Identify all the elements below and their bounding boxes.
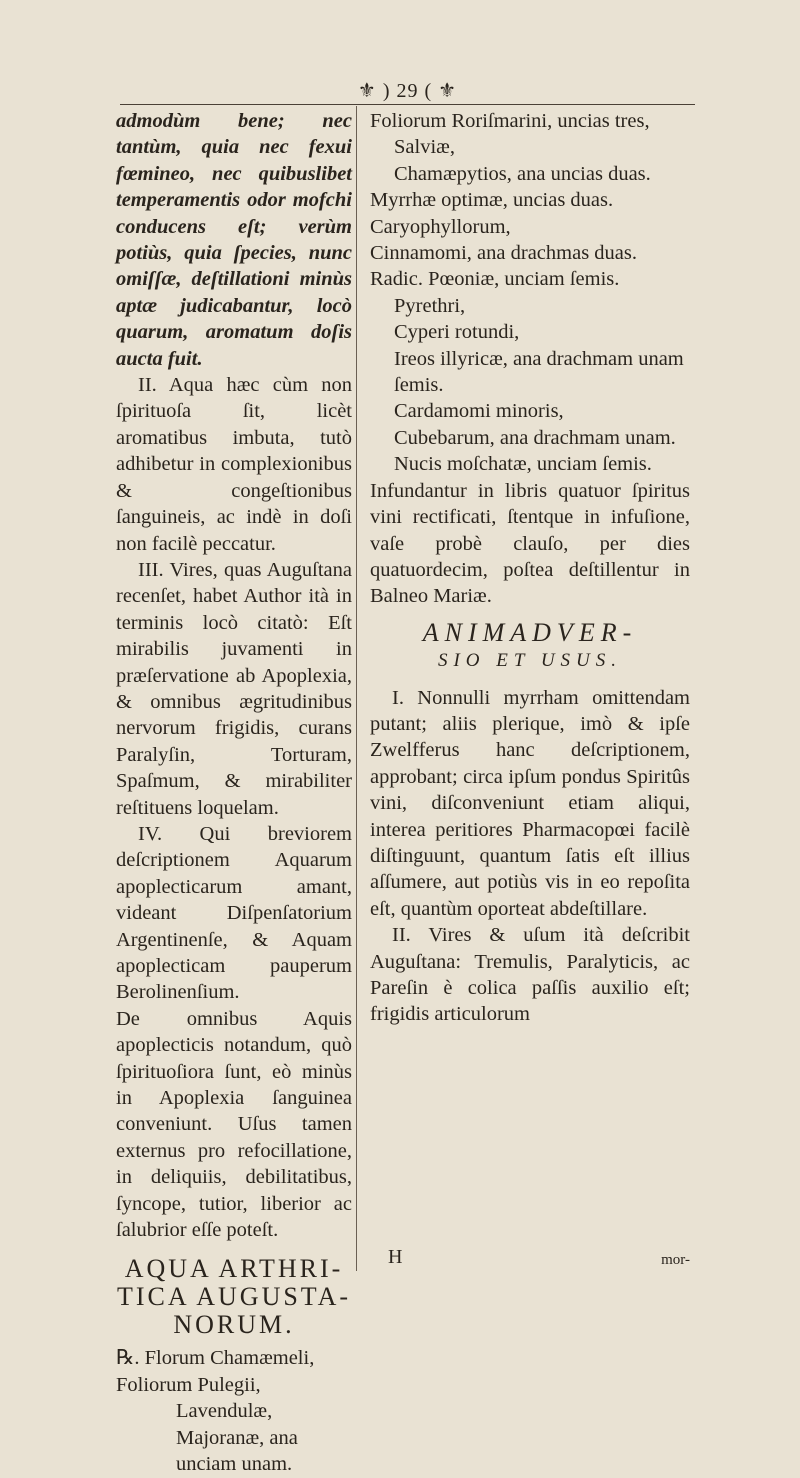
heading-line-1: AQUA ARTHRI- xyxy=(124,1254,344,1284)
recipe-item: Myrrhæ optimæ, uncias duas. xyxy=(370,189,614,212)
paragraph-ii: II. Aqua hæc cùm non ſpirituoſa ſit, licèt aromatibus imbuta, tutò adhibetur in complexionibus & congeſtionibus ſanguineis, ac indè in doſi non facilè peccatur. xyxy=(116,374,352,555)
recipe-item: Ireos illyricæ, ana drachmam unam ſemis. xyxy=(394,347,684,397)
recipe-item: Foliorum Roriſmarini, uncias tres, xyxy=(370,110,650,132)
running-header: ⚜ ) 29 ( ⚜ xyxy=(120,78,695,105)
paragraph-intro: admodùm bene; nec tantùm, quia nec fexui fœmineo, nec quibuslibet temperamentis odor mofchi conducens eſt; verùm potiùs, quia ſpecies, nunc omiſſæ, deſtillationi minùs aptæ judicabantur, locò quarum, aromatum doſis aucta fuit. xyxy=(116,110,352,370)
recipe-item: Majoranæ, ana unciam unam. xyxy=(176,1426,298,1476)
recipe-item: Foliorum Pulegii, xyxy=(116,1373,261,1396)
recipe-item: Chamæpytios, ana uncias duas. xyxy=(394,162,651,185)
recipe-item: Radic. Pœoniæ, unciam ſemis. xyxy=(370,268,620,291)
recipe-item: Salviæ, xyxy=(394,136,455,159)
paragraph-notandum: De omnibus Aquis apoplecticis notandum, quò ſpirituoſiora ſunt, eò minùs in Apoplexia ſanguinea conveniunt. Uſus tamen externus pro refocillatione, in deliquiis, debilitatibus, ſyncope, tutior, liberior ac ſalubrior eſſe poteſt. xyxy=(116,1007,352,1242)
paragraph-iv: IV. Qui breviorem deſcriptionem Aquarum apoplecticarum amant, videant Diſpenſatorium Argentinenſe, & Aquam apoplecticam pauperum Berolinenſium. xyxy=(116,822,352,1004)
section-heading-aqua-arthritica xyxy=(116,1255,352,1339)
recipe-item: Caryophyllorum, xyxy=(370,215,511,238)
left-column xyxy=(116,108,352,1478)
recipe-item: Cinnamomi, ana drachmas duas. xyxy=(370,242,638,265)
paragraph-animadversio-ii: II. Vires & uſum ità deſcribit Auguſtana: Tremulis, Paralyticis, ac Pareſin è colica paſſis auxilio eſt; frigidis articulorum xyxy=(370,924,690,1026)
recipe-item: Lavendulæ, xyxy=(176,1400,273,1423)
paragraph-iii: III. Vires, quas Auguſtana recenſet, habet Author ità in terminis locò citatò: Eſt mirabilis juvamenti in præſervatione ab Apoplexia, & omnibus ægritudinibus nervorum frigidis, curans Paralyſin, Torturam, Spaſmum, & mirabiliter reſtituens loquelam. xyxy=(116,558,352,819)
section-subheading-usus: SIO ET USUS. xyxy=(437,650,623,672)
heading-line-2: TICA AUGUSTA- xyxy=(116,1282,352,1312)
recipe-item: ℞. Florum Chamæmeli, xyxy=(116,1347,315,1370)
signature-mark: H xyxy=(388,1246,403,1268)
column-divider xyxy=(356,106,357,1271)
recipe-item: Cubebarum, ana drachmam unam. xyxy=(394,426,676,449)
right-column xyxy=(370,108,690,1028)
recipe-item: Pyrethri, xyxy=(394,294,466,317)
recipe-item: Cardamomi minoris, xyxy=(394,400,564,423)
catchword: mor- xyxy=(661,1252,690,1268)
heading-line-3: NORUM. xyxy=(173,1310,295,1340)
paragraph-infundantur: Infundantur in libris quatuor ſpiritus vini rectificati, ſtentque in infuſione, vaſe probè clauſo, per dies quatuordecim, poſtea deſtillentur in Balneo Mariæ. xyxy=(370,479,690,608)
paragraph-animadversio-i: I. Nonnulli myrrham omittendam putant; aliis plerique, imò & ipſe Zwelfferus hanc deſcriptionem, approbant; circa ipſum pondus Spiritûs vini, diſconveniunt etiam aliqui, interea peritiores Pharmacopœi facilè diſtinguunt, quantum ſatis eſt illius aſſumere, aut potiùs vis in eo repoſita eſt, quantùm oporteat abdeſtillare. xyxy=(370,686,690,920)
section-heading-animadversio: ANIMADVER- xyxy=(422,617,638,647)
recipe-item: Nucis moſchatæ, unciam ſemis. xyxy=(394,453,652,476)
recipe-item: Cyperi rotundi, xyxy=(394,321,520,344)
